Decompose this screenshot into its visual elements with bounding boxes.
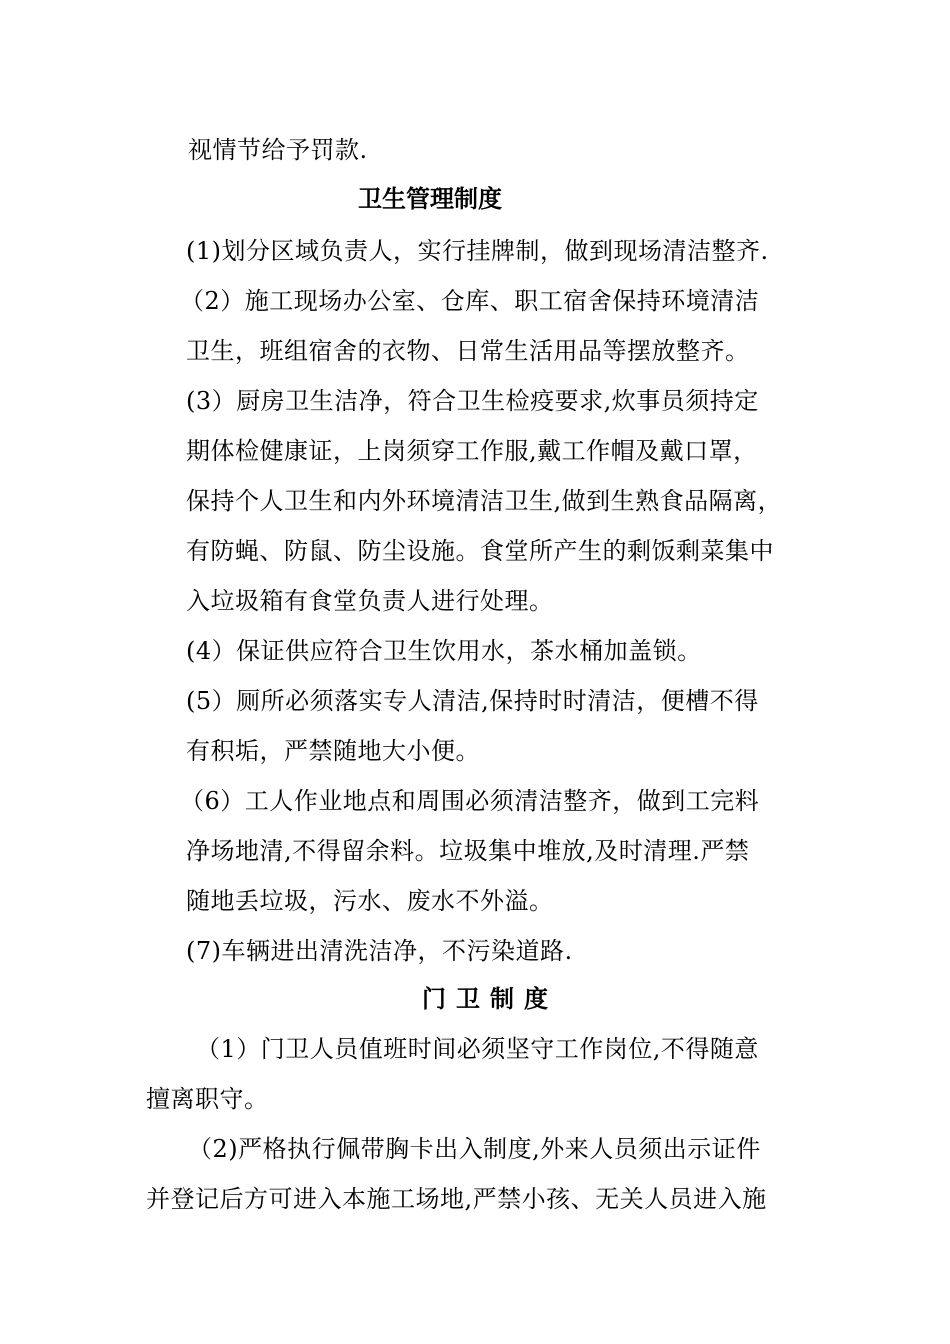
hygiene-line-11: 有积垢，严禁随地大小便。 (186, 737, 480, 765)
hygiene-line-9: (4）保证供应符合卫生饮用水，茶水桶加盖锁。 (186, 637, 702, 665)
intro-line: 视情节给予罚款. (188, 136, 368, 164)
hygiene-line-3: 卫生，班组宿舍的衣物、日常生活用品等摆放整齐。 (186, 337, 750, 365)
gate-line-3: （2)严格执行佩带胸卡出入制度,外来人员须出示证件 (188, 1135, 761, 1163)
gate-line-1: （1）门卫人员值班时间必须坚守工作岗位,不得随意 (196, 1035, 759, 1063)
hygiene-line-8: 入垃圾箱有食堂负责人进行处理。 (186, 587, 554, 615)
hygiene-line-13: 净场地清,不得留余料。垃圾集中堆放,及时清理.严禁 (186, 837, 750, 865)
hygiene-line-14: 随地丢垃圾，污水、废水不外溢。 (186, 887, 554, 915)
hygiene-line-15: (7)车辆进出清洗洁净，不污染道路. (186, 937, 573, 965)
hygiene-line-2: （2）施工现场办公室、仓库、职工宿舍保持环境清洁 (180, 287, 760, 315)
hygiene-line-6: 保持个人卫生和内外环境清洁卫生,做到生熟食品隔离， (186, 487, 783, 515)
hygiene-line-5: 期体检健康证，上岗须穿工作服,戴工作帽及戴口罩， (186, 437, 758, 465)
hygiene-line-1: (1)划分区域负责人，实行挂牌制，做到现场清洁整齐. (186, 237, 769, 265)
hygiene-line-4: (3）厨房卫生洁净，符合卫生检疫要求,炊事员须持定 (186, 387, 759, 415)
hygiene-section-title: 卫生管理制度 (358, 185, 502, 213)
hygiene-line-12: （6）工人作业地点和周围必须清洁整齐，做到工完料 (180, 787, 760, 815)
gate-line-4: 并登记后方可进入本施工场地,严禁小孩、无关人员进入施 (146, 1185, 767, 1213)
hygiene-line-7: 有防蝇、防鼠、防尘设施。食堂所产生的剩饭剩菜集中 (186, 537, 774, 565)
hygiene-line-10: (5）厕所必须落实专人清洁,保持时时清洁，便槽不得 (186, 687, 759, 715)
gate-section-title: 门卫制度 (422, 985, 558, 1013)
gate-line-2: 擅离职守。 (146, 1085, 269, 1113)
